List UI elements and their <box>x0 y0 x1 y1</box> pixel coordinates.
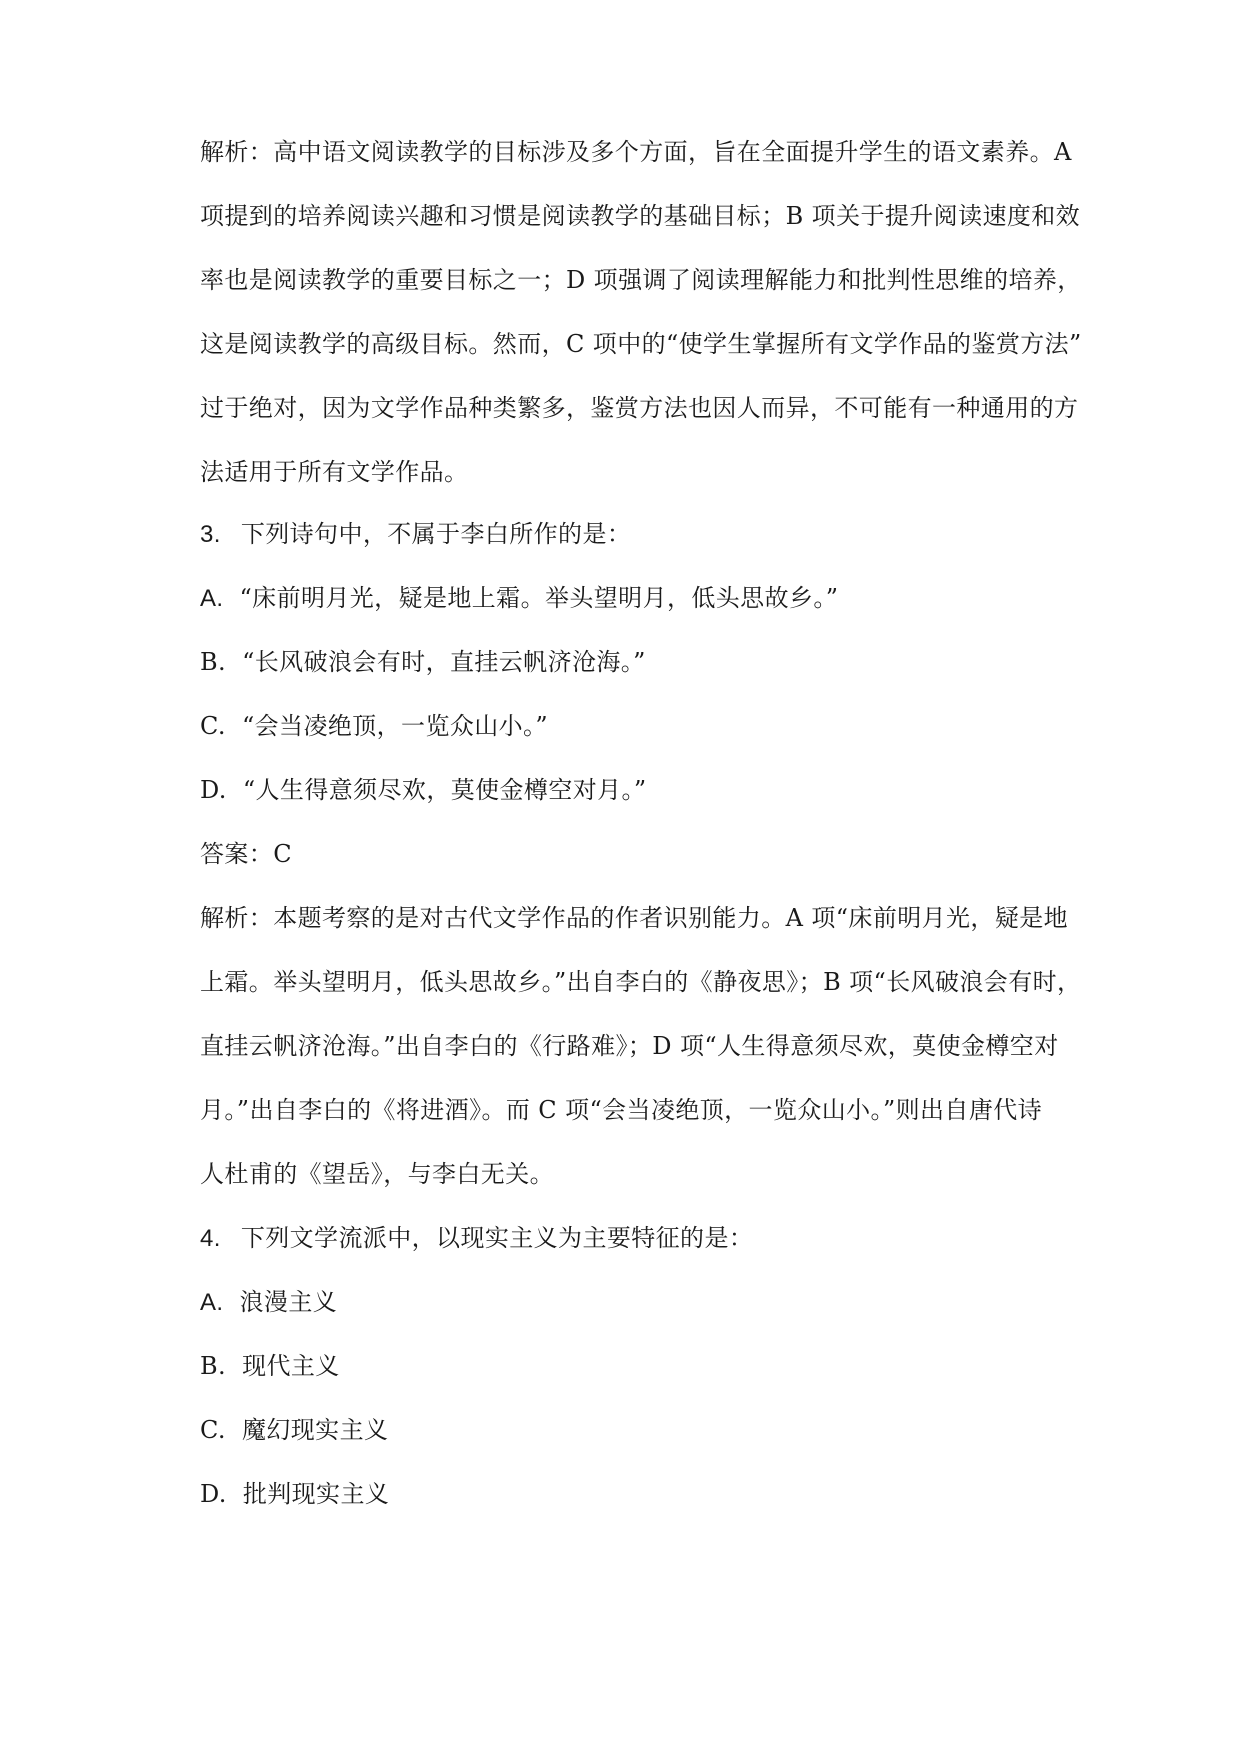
option-a <box>200 1287 337 1318</box>
option-text: “会当凌绝顶，一览众山小。” <box>241 712 549 740</box>
explanation-line: 项提到的培养阅读兴趣和习惯是阅读教学的基础目标；B 项关于提升阅读速度和效 <box>200 202 1081 230</box>
explanation-line: 解析：本题考察的是对古代文学作品的作者识别能力。A 项“床前明月光，疑是地 <box>200 904 1069 932</box>
option-b <box>200 1351 340 1381</box>
option-text: “长风破浪会有时，直挂云帆济沧海。” <box>242 648 646 676</box>
option-text: “人生得意须尽欢，莫使金樽空对月。” <box>242 776 647 804</box>
option-text: 浪漫主义 <box>239 1288 338 1316</box>
option-letter: C. <box>200 712 226 740</box>
option-text: “床前明月光，疑是地上霜。举头望明月，低头思故乡。” <box>239 584 839 612</box>
explanation-line: 率也是阅读教学的重要目标之一；D 项强调了阅读理解能力和批判性思维的培养， <box>200 266 1082 294</box>
option-c <box>200 711 548 741</box>
option-letter: C. <box>200 1416 226 1444</box>
option-letter: B. <box>200 648 227 676</box>
option-a <box>200 583 838 614</box>
option-letter: A. <box>200 585 224 612</box>
question-stem: 下列诗句中，不属于李白所作的是： <box>240 520 632 548</box>
option-letter: B. <box>200 1352 227 1380</box>
explanation-line: 月。”出自李白的《将进酒》。而 C 项“会当凌绝顶，一览众山小。”则出自唐代诗 <box>200 1096 1043 1124</box>
option-text: 批判现实主义 <box>242 1480 390 1508</box>
option-letter: D. <box>200 1480 227 1508</box>
option-letter: A. <box>200 1289 224 1316</box>
explanation-line: 人杜甫的《望岳》，与李白无关。 <box>200 1160 554 1188</box>
option-text: 现代主义 <box>242 1352 340 1380</box>
option-text: 魔幻现实主义 <box>241 1416 389 1444</box>
question-number: 3. <box>200 521 221 548</box>
question-stem: 下列文学流派中，以现实主义为主要特征的是： <box>240 1224 754 1252</box>
explanation-line: 过于绝对，因为文学作品种类繁多，鉴赏方法也因人而异，不可能有一种通用的方 <box>200 394 1079 422</box>
option-c <box>200 1415 388 1445</box>
option-b <box>200 647 646 677</box>
explanation-line: 直挂云帆济沧海。”出自李白的《行路难》；D 项“人生得意须尽欢，莫使金樽空对 <box>200 1032 1059 1060</box>
explanation-line: 上霜。举头望明月，低头思故乡。”出自李白的《静夜思》；B 项“长风破浪会有时， <box>200 968 1082 996</box>
option-d <box>200 1479 389 1509</box>
option-letter: D. <box>200 776 227 804</box>
question-4 <box>200 1223 753 1254</box>
option-d <box>200 775 647 805</box>
question-3 <box>200 519 631 550</box>
explanation-line: 法适用于所有文学作品。 <box>200 458 469 486</box>
answer: 答案：C <box>200 840 292 868</box>
explanation-line: 这是阅读教学的高级目标。然而，C 项中的“使学生掌握所有文学作品的鉴赏方法” <box>200 330 1082 358</box>
question-number: 4. <box>200 1225 221 1252</box>
explanation-line: 解析：高中语文阅读教学的目标涉及多个方面，旨在全面提升学生的语文素养。A <box>200 138 1072 166</box>
